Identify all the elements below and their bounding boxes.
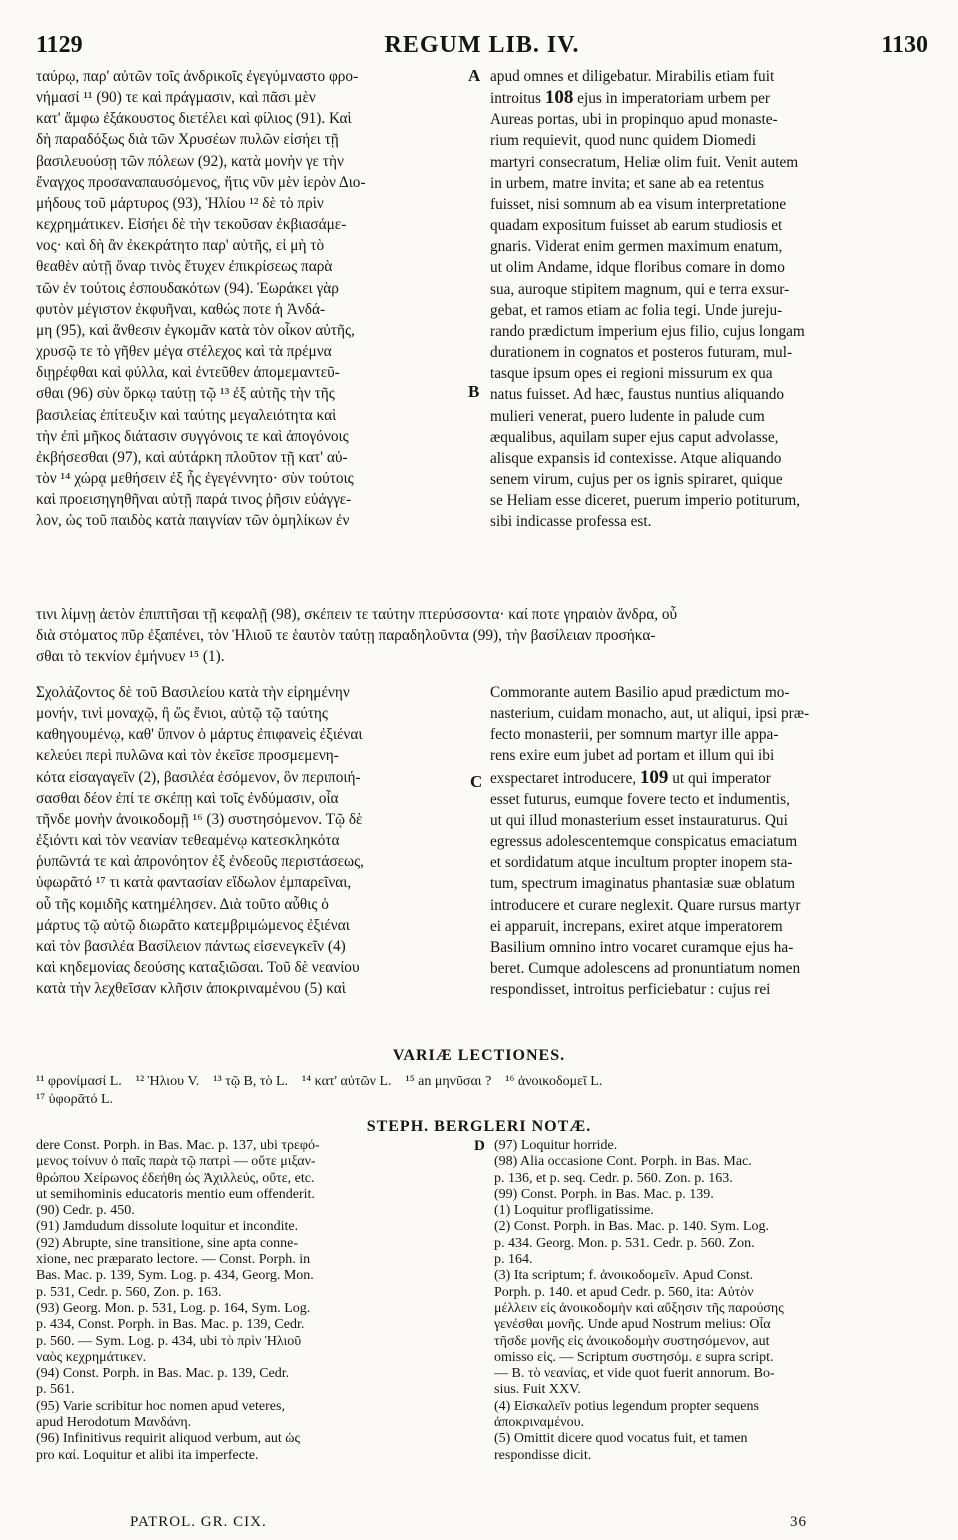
text-line: ἀποκριναμένου. (494, 1415, 585, 1431)
text-line: μέλλειν εἰς ἀνοικοδομὴν καὶ αὔξησιν τῆς παρούσης (494, 1300, 784, 1316)
text-line: beret. Cumque adolescens ad pronuntiatum nomen (490, 960, 801, 978)
text-line: βασιλείας ἐπίτευξιν καὶ ταύτης μεγαλειότητα καὶ (36, 406, 337, 424)
text-line: respondisset, introitus perficiebatur : cujus rei (490, 981, 771, 999)
text-line: μάρτυς τῷ αὐτῷ διωρᾶτο κατεμβριμώμενος ἐξιέναι (36, 916, 350, 934)
text-line: (94) Const. Porph. in Bas. Mac. p. 139, Cedr. (36, 1366, 290, 1382)
variant-readings-line: ¹¹ φρονίμασί L. ¹² Ἡλιου V. ¹³ τῷ B, τὸ L. ¹⁴ κατ' αὐτῶν L. ¹⁵ an μηνῦσαι ? ¹⁶ ἀνοικοδομεῖ L. (36, 1074, 603, 1089)
full-width-line: σθαι τὸ τεκνίον ἐμήνυεν ¹⁵ (1). (36, 648, 225, 665)
text-line: p. 164. (494, 1252, 533, 1268)
text-line: οὗ τῆς κομιδῆς κατημέλησεν. Διὰ τοῦτο αὖθις ὁ (36, 895, 329, 913)
text-line: tum, spectrum imaginatus phantasiæ suæ oblatum (490, 875, 796, 893)
text-line: καὶ κηδεμονίας δεούσης καταξιῶσαι. Τοῦ δὲ νεανίου (36, 959, 360, 977)
text-line: respondisse dicit. (494, 1447, 592, 1463)
text-line: μενος τοίνυν ὁ παῖς παρὰ τῷ πατρὶ — οὔτε μιξαν- (36, 1154, 316, 1170)
text-line: p. 561. (36, 1382, 75, 1398)
notes-column-right (494, 1138, 926, 1464)
text-line: ὑφωρᾶτό ¹⁷ τι κατὰ φαντασίαν εἴδωλον ἐμπαρεῖναι, (36, 874, 352, 892)
text-line: κατ' ἄμφω ἐξάκουστος διετέλει καὶ φίλιος (91). Καὶ (36, 110, 352, 128)
text-line: rens exire eum jubet ad portam et illum qui ibi (490, 747, 775, 765)
text-line: ei apparuit, increpans, exiret atque imperatorem (490, 917, 783, 935)
text-line: egressus adolescentemque conspicatus emaciatum (490, 833, 798, 851)
text-line: δὴ παραδόξως διὰ τῶν Χρυσέων πυλῶν εἰσήει τῇ (36, 131, 339, 149)
text-line: senem virum, cujus per os ignis spiraret, quique (490, 470, 783, 488)
text-span: ut qui imperator (672, 769, 771, 787)
text-line: τῶν ἐν τούτοις ἐσπουδακότων (94). Ἑωράκει γὰρ (36, 279, 339, 297)
latin-text-column-middle (490, 682, 926, 1000)
text-line: ut semihominis educatoris mentio eum offenderit. (36, 1186, 315, 1202)
greek-text-column-middle (36, 682, 468, 999)
text-line: gnaris. Viderat enim germen maximum enatum, (490, 238, 783, 256)
text-line: Σχολάζοντος δὲ τοῦ Βασιλείου κατὰ τὴν εἰρημένην (36, 684, 350, 701)
text-line: Porph. p. 140. et apud Cedr. p. 560, ita: Αὐτὸν (494, 1284, 754, 1300)
text-line: Aureas portas, ubi in propinquo apud monaste- (490, 111, 778, 129)
margin-letter-c: C (470, 772, 483, 791)
text-line: χρυσῷ τε τὸ γῆθεν μέγα στέλεχος καὶ τὰ πρέμνα (36, 343, 332, 361)
text-line: καὶ τὸν βασιλέα Βασίλειον πάντως εἰσενεγκεῖν (4) (36, 937, 346, 955)
text-span: introitus (490, 90, 541, 108)
text-line: ut olim Andame, idque floribus comare in domo (490, 259, 785, 277)
text-line: (92) Abrupte, sine transitione, sine apta conne- (36, 1235, 299, 1251)
text-line (490, 87, 926, 109)
text-line: tasque ipsum opes ei regioni missurum ex qua (490, 365, 773, 383)
text-line: (1) Loquitur profligatissime. (494, 1203, 654, 1219)
text-span: exspectaret introducere, (490, 769, 637, 787)
text-line: sibi indicasse professa est. (490, 513, 652, 531)
text-line: gebat, et ramos etiam ac folia tegi. Unde jureju- (490, 301, 783, 319)
notes-heading: STEPH. BERGLERI NOTÆ. (366, 1118, 592, 1135)
text-line: μη (95), καὶ ἄνθεσιν ἐγκομᾶν κατὰ τὸν οἶκον αὐτῆς, (36, 321, 355, 339)
text-line: νος· καὶ δὴ ἂν ἐκεκράτητο παρ' αὐτῆς, εἰ μὴ τὸ (36, 237, 325, 255)
footer-signature: 36 (790, 1514, 807, 1530)
text-line: dere Const. Porph. in Bas. Mac. p. 137, ubi τρεφό- (36, 1138, 320, 1153)
text-line: fecto monasterii, per somnum martyr ille appa- (490, 726, 779, 744)
full-width-line: τινι λίμνῃ ἀετὸν ἐπιπτῆσαι τῇ κεφαλῇ (98), σκέπειν τε ταύτην πτερύσσοντα· καί ποτε γηραιὸν ἄνδρα, οὗ (36, 606, 678, 623)
text-line: (5) Omittit dicere quod vocatus fuit, et tamen (494, 1431, 748, 1447)
text-line: ἔναγχος προσαναπαυσόμενος, ἥτις νῦν μὲν ἱερὸν Διο- (36, 173, 366, 191)
running-title: REGUM LIB. IV. (384, 32, 580, 58)
text-line: ἐκβήσεσθαι (97), καὶ αὐτάρκη πλοῦτον τῇ κατ' αὐ- (36, 448, 348, 466)
text-line: — B. τὸ νεανίας, et vide quot fuerit annorum. Bo- (494, 1366, 775, 1382)
text-line: natus fuisset. Ad hæc, faustus nuntius aliquando (490, 386, 785, 404)
text-line: (93) Georg. Mon. p. 531, Log. p. 164, Sym. Log. (36, 1300, 311, 1316)
text-line: fuisset, nisi somnum ab ea visum interpretatione (490, 195, 787, 213)
variae-lectiones-heading: VARIÆ LECTIONES. (392, 1047, 566, 1064)
text-line: æqualibus, aquilam super ejus caput advolasse, (490, 428, 779, 446)
text-line: τὸν ¹⁴ χώρᾳ μεθήσειν ἐξ ἧς ἐγεγέννητο· σὺν τούτοις (36, 469, 354, 487)
text-line: apud omnes et diligebatur. Mirabilis etiam fuit (490, 68, 775, 85)
margin-letter-b: B (468, 382, 480, 401)
column-number-left: 1129 (36, 32, 83, 58)
text-line: ut qui illud monasterium esset instauraturus. Qui (490, 811, 788, 829)
text-line: (99) Const. Porph. in Bas. Mac. p. 139. (494, 1186, 714, 1202)
text-line: καθηγουμένῳ, καθ' ὕπνον ὁ μάρτυς ἐπιφανεὶς ἐξιέναι (36, 726, 363, 744)
text-line: p. 531, Cedr. p. 560, Zon. p. 163. (36, 1284, 222, 1300)
margin-letter-a: A (468, 66, 481, 85)
text-line: (91) Jamdudum dissolute loquitur et incondite. (36, 1219, 299, 1235)
text-line: Bas. Mac. p. 139, Sym. Log. p. 434, Georg. Mon. (36, 1268, 314, 1284)
text-line: p. 434. Georg. Mon. p. 531. Cedr. p. 560. Zon. (494, 1235, 755, 1251)
text-line: et sordidatum atque incultum propter inopem sta- (490, 854, 793, 872)
text-line: φυτὸν μέγιστον ἐκφυῆναι, καθώς ποτε ἡ Ἀνδά- (36, 300, 326, 318)
text-line: alisque expansis id contexisse. Atque aliquando (490, 449, 782, 467)
text-line: Basilium omnino intro vocaret curamque ejus ha- (490, 938, 794, 956)
text-line: τὴν ἐπὶ μῆκος διάτασιν συγγόνοις τε καὶ ἀπογόνοις (36, 427, 349, 445)
text-line: ναὸς κεχρημάτικεν. (36, 1349, 147, 1365)
text-line: pro καί. Loquitur et alibi ita imperfecte. (36, 1447, 259, 1463)
text-line: p. 136, et p. seq. Cedr. p. 560. Zon. p. 163. (494, 1170, 733, 1186)
text-line: Commorante autem Basilio apud prædictum mo- (490, 684, 790, 701)
text-line: quadam expositum fuisset ab earum studiosis et (490, 217, 783, 235)
text-line: σθαι (96) σὺν ὅρκῳ ταύτῃ τῷ ¹³ ἐξ αὐτῆς τὴν τῆς (36, 385, 335, 403)
text-line: apud Herodotum Μανδάνη. (36, 1415, 192, 1431)
column-number-right: 1130 (881, 32, 928, 58)
running-header (36, 32, 928, 66)
text-line: μονήν, τινὶ μοναχῷ, ἢ ὥς ἔνιοι, αὐτῷ τῷ ταύτης (36, 705, 328, 723)
footer-series: PATROL. GR. CIX. (130, 1514, 267, 1530)
greek-text-column-top (36, 66, 468, 531)
latin-text-column-top (490, 66, 926, 532)
text-line: τῆνδε μονὴν ἀνοικοδομῇ ¹⁶ (3) συστησόμενον. Τῷ δὲ (36, 810, 363, 828)
text-line: (98) Alia occasione Cont. Porph. in Bas. Mac. (494, 1154, 752, 1170)
text-line: (90) Cedr. p. 450. (36, 1203, 135, 1219)
text-line: βασιλευούσῃ τῶν πόλεων (92), κατὰ μονὴν γε τὴν (36, 152, 344, 170)
text-line: nasterium, cuidam monacho, aut, ut aliqui, ipsi præ- (490, 705, 810, 723)
text-line: (97) Loquitur horride. (494, 1138, 618, 1153)
text-line: μήδους τοῦ μάρτυρος (93), Ἡλίου ¹² δὲ τὸ πρὶν (36, 194, 324, 212)
text-line: in urbem, matre invita; et sane ab ea retentus (490, 174, 764, 192)
text-span: ejus in imperatoriam urbem per (577, 90, 771, 108)
text-line: καὶ προεισηγηθῆναι αὐτῇ παρά τινος ῥῆσιν εὐάγγε- (36, 491, 352, 509)
text-line: θεαθὲν αὐτῇ ὄναρ τινὸς ἔτυχεν ἐπικρίσεως παρὰ (36, 258, 333, 276)
text-line: omisso εἰς. — Scriptum συστησόμ. ε supra script. (494, 1349, 774, 1365)
notes-column-left (36, 1138, 468, 1464)
text-line: mulieri venerat, puero ludente in palude cum (490, 407, 765, 425)
text-line: rium requievit, quod nunc quidem Diomedi (490, 132, 756, 150)
text-line: rando prædictum imperium ejus filio, cujus longam (490, 322, 805, 340)
text-line: κελεύει περὶ πυλῶνα καὶ τὸν ἐκεῖσε προσμεμενη- (36, 747, 339, 765)
text-line: γενέσθαι μονῆς. Unde apud Nostrum melius: Οἷα (494, 1317, 771, 1333)
text-line: martyri consecratum, Heliæ olim fuit. Venit autem (490, 153, 799, 171)
text-line: θρώπου Χείρωνος ἐδεήθη ὡς Ἀχιλλεύς, οὔτε, etc. (36, 1170, 315, 1186)
text-line: νήμασί ¹¹ (90) τε καὶ πράγμασιν, καὶ πᾶσι μὲν (36, 89, 316, 107)
page-marker: 109 (639, 766, 669, 788)
text-line: p. 434, Const. Porph. in Bas. Mac. p. 139, Cedr. (36, 1317, 305, 1333)
text-line: se Heliam esse diceret, puerum imperio potiturum, (490, 492, 801, 510)
margin-letter-d: D (474, 1138, 485, 1154)
text-line: διῃρέφθαι καὶ φύλλα, καὶ ἐντεῦθεν ἀπομεμαντεῦ- (36, 364, 340, 382)
full-width-line: διὰ στόματος πῦρ ἐξαπένει, τὸν Ἡλιοῦ τε ἑαυτὸν ταύτῃ παραδηλοῦντα (99), τὴν βασίλειαν προσήκα- (36, 627, 656, 644)
text-line: κότα εἰσαγαγεῖν (2), βασιλέα ἐσόμενον, ὃν περιποιή- (36, 768, 361, 786)
text-line: ταύρῳ, παρ' αὐτῶν τοῖς ἀνδρικοῖς ἐγεγύμναστο φρο- (36, 68, 359, 85)
variant-readings-line: ¹⁷ ὑφορᾶτό L. (36, 1092, 114, 1107)
text-line: (4) Εἰσκαλεῖν potius legendum propter sequens (494, 1398, 759, 1414)
text-line: λον, ὡς τοῦ παιδὸς κατὰ παιγνίαν τῶν ὁμηλίκων ἐν (36, 512, 350, 530)
text-line: τῆσδε μονῆς εἰς ἀνοικοδομὴν συστησόμενον, aut (494, 1333, 770, 1349)
text-line (490, 767, 926, 789)
text-line: κεχρημάτικεν. Εἰσήει δὲ τὴν τεκοῦσαν ἐκβιασάμε- (36, 216, 347, 234)
text-line: ῥυπῶντά τε καὶ ἀπρονόητον ἐξ ἐνδεοῦς περιστάσεως, (36, 853, 365, 871)
text-line: (3) Ita scriptum; f. ἀνοικοδομεῖν. Apud Const. (494, 1268, 754, 1284)
text-line: (95) Varie scribitur hoc nomen apud veteres, (36, 1398, 285, 1414)
text-line: durationem in cognatos et posteros futuram, mul- (490, 344, 793, 362)
text-line: sius. Fuit XXV. (494, 1382, 581, 1398)
page-marker: 108 (544, 87, 574, 109)
text-line: p. 560. — Sym. Log. p. 434, ubi τὸ πρὶν Ἡλιοῦ (36, 1333, 302, 1349)
text-line: (96) Infinitivus requirit aliquod verbum, aut ὡς (36, 1431, 300, 1447)
text-line: sua, auroque stipitem magnum, qui e terra exsur- (490, 280, 790, 298)
text-line: introducere et curare neglexit. Quare rursus martyr (490, 896, 801, 914)
text-line: (2) Const. Porph. in Bas. Mac. p. 140. Sym. Log. (494, 1219, 769, 1235)
text-line: σασθαι δέον ἐπί τε σκέπῃ καὶ τοῖς ἐνδύμασιν, οἷα (36, 789, 339, 807)
text-line: esset futurus, eumque fovere tecto et indumentis, (490, 790, 790, 808)
text-line: xione, nec præparato lectore. — Const. Porph. in (36, 1252, 311, 1268)
text-line: ἐξιόντι καὶ τὸν νεανίαν τεθεαμένῳ κατεσκληκότα (36, 832, 340, 850)
text-line: κατὰ τὴν λεχθεῖσαν κλῆσιν ἀποκριναμένου (5) καὶ (36, 980, 346, 998)
